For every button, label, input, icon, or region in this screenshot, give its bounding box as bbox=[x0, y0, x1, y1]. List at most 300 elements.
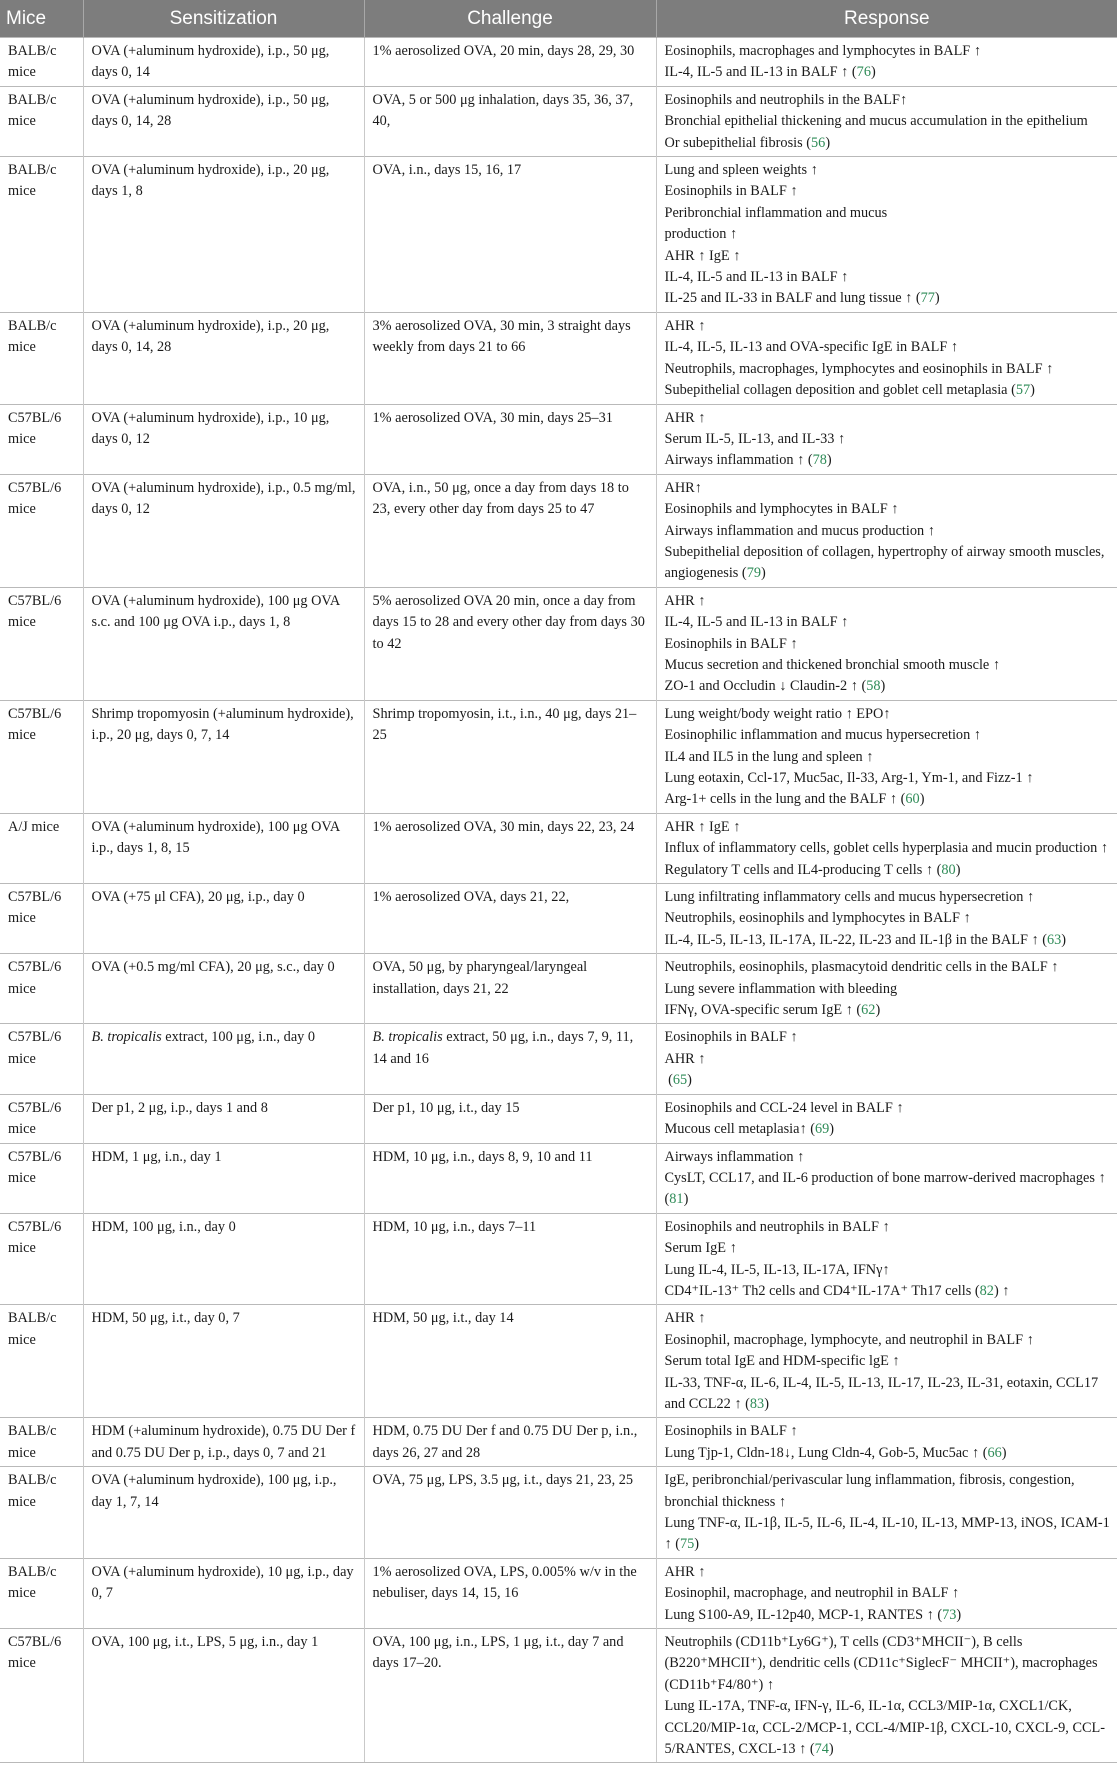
response-line bbox=[665, 90, 1112, 111]
response-text: ZO-1 and Occludin ↓ Claudin-2 ↑ ( bbox=[664, 678, 867, 695]
cell-challenge bbox=[364, 1418, 656, 1467]
header-challenge: Challenge bbox=[364, 0, 656, 38]
cell-response bbox=[656, 813, 1117, 883]
challenge-text: B. tropicalis extract, 50 μg, i.n., days 7, 9, 11, 14 and 16 bbox=[372, 1029, 634, 1067]
cell-mice bbox=[0, 1629, 83, 1763]
challenge-text: OVA, 5 or 500 μg inhalation, days 35, 36, 37, 40, bbox=[372, 91, 634, 130]
response-text-tail: ) bbox=[829, 1121, 835, 1138]
cell-sensitization bbox=[83, 1143, 364, 1213]
response-text: AHR ↑ bbox=[664, 409, 706, 426]
cell-sensitization bbox=[83, 1024, 364, 1094]
mice-strain-text: BALB/c bbox=[8, 1563, 57, 1580]
citation-link[interactable]: 80 bbox=[941, 861, 956, 878]
header-row bbox=[0, 0, 1117, 38]
cell-sensitization bbox=[83, 954, 364, 1024]
cell-challenge bbox=[364, 474, 656, 587]
cell-response bbox=[656, 1143, 1117, 1213]
response-text-tail: ) ↑ bbox=[993, 1282, 1010, 1299]
response-text: Lung S100-A9, IL-12p40, MCP-1, RANTES ↑ ( bbox=[664, 1606, 943, 1623]
response-line bbox=[665, 1373, 1112, 1416]
response-line bbox=[665, 1632, 1112, 1696]
cell-mice bbox=[0, 1558, 83, 1628]
response-line bbox=[665, 908, 1112, 929]
table-row bbox=[0, 474, 1117, 587]
cell-sensitization bbox=[83, 312, 364, 404]
challenge-text: 1% aerosolized OVA, LPS, 0.005% w/v in the nebuliser, days 14, 15, 16 bbox=[372, 1563, 637, 1602]
response-text: Eosinophil, macrophage, and neutrophil in BALF ↑ bbox=[664, 1585, 960, 1602]
cell-challenge bbox=[364, 86, 656, 156]
mice-strain-text: C57BL/6 bbox=[8, 1148, 62, 1165]
response-line bbox=[665, 1308, 1112, 1329]
response-line bbox=[665, 1000, 1112, 1021]
mice-strain-text: mice bbox=[8, 1050, 36, 1067]
cell-challenge bbox=[364, 312, 656, 404]
mice-strain-text: BALB/c bbox=[8, 1423, 57, 1440]
cell-mice bbox=[0, 1467, 83, 1559]
response-text: IgE, peribronchial/perivascular lung inflammation, fibrosis, congestion, bronchial thickness ↑ bbox=[664, 1472, 1079, 1510]
response-line bbox=[665, 1049, 1112, 1070]
cell-response bbox=[656, 1418, 1117, 1467]
response-text: IL4 and IL5 in the lung and spleen ↑ bbox=[664, 748, 874, 765]
citation-link[interactable]: 56 bbox=[811, 134, 826, 151]
cell-sensitization bbox=[83, 86, 364, 156]
cell-sensitization bbox=[83, 157, 364, 313]
challenge-text: 3% aerosolized OVA, 30 min, 3 straight days weekly from days 21 to 66 bbox=[372, 317, 631, 356]
mice-strain-text: BALB/c bbox=[8, 162, 57, 179]
citation-link[interactable]: 78 bbox=[812, 452, 827, 469]
mice-strain-text: A/J mice bbox=[8, 818, 60, 835]
mice-strain-text: mice bbox=[8, 183, 36, 200]
cell-mice bbox=[0, 1024, 83, 1094]
response-line bbox=[665, 1583, 1112, 1604]
citation-link[interactable]: 69 bbox=[814, 1121, 830, 1138]
response-text: Bronchial epithelial thickening and mucus accumulation in the epithelium bbox=[664, 113, 1088, 130]
response-text: Lung Tjp-1, Cldn-18↓, Lung Cldn-4, Gob-5, Muc5ac ↑ ( bbox=[664, 1444, 988, 1461]
challenge-text: HDM, 0.75 DU Der f and 0.75 DU Der p, i.n., days 26, 27 and 28 bbox=[372, 1423, 638, 1461]
table-row bbox=[0, 157, 1117, 313]
cell-response bbox=[656, 700, 1117, 813]
response-line bbox=[665, 1027, 1112, 1048]
response-line bbox=[665, 1119, 1112, 1140]
mice-strain-text: BALB/c bbox=[8, 43, 57, 59]
cell-mice bbox=[0, 1094, 83, 1143]
mice-strain-text: mice bbox=[8, 1240, 36, 1257]
cell-challenge bbox=[364, 587, 656, 700]
response-line bbox=[665, 1168, 1112, 1211]
citation-link[interactable]: 62 bbox=[861, 1002, 876, 1019]
table-row bbox=[0, 86, 1117, 156]
table-body bbox=[0, 38, 1117, 1763]
challenge-text: OVA, i.n., days 15, 16, 17 bbox=[372, 162, 522, 179]
challenge-text: 1% aerosolized OVA, 30 min, days 25–31 bbox=[372, 409, 613, 426]
mice-strain-text: mice bbox=[8, 910, 36, 927]
response-line bbox=[665, 1562, 1112, 1583]
mice-strain-text: C57BL/6 bbox=[8, 479, 62, 496]
sensitization-text: OVA (+aluminum hydroxide), 10 μg, i.p., day 0, 7 bbox=[91, 1563, 354, 1602]
response-line bbox=[665, 1330, 1112, 1351]
mice-strain-text: C57BL/6 bbox=[8, 1218, 62, 1235]
mice-strain-text: BALB/c bbox=[8, 91, 57, 108]
cell-sensitization bbox=[83, 1418, 364, 1467]
citation-link[interactable]: 79 bbox=[746, 565, 761, 582]
citation-link[interactable]: 76 bbox=[856, 64, 871, 81]
response-text: Airways inflammation and mucus production ↑ bbox=[664, 522, 935, 539]
challenge-text: 1% aerosolized OVA, 30 min, days 22, 23, 24 bbox=[372, 818, 635, 835]
citation-link[interactable]: 83 bbox=[749, 1395, 765, 1412]
mice-strain-text: mice bbox=[8, 113, 36, 130]
response-text: IL-33, TNF-α, IL-6, IL-4, IL-5, IL-13, IL-17, IL-23, IL-31, eotaxin, CCL17 and CCL22 ↑ ( bbox=[664, 1374, 1102, 1412]
response-text: Mucus secretion and thickened bronchial smooth muscle ↑ bbox=[664, 656, 1000, 673]
mice-strain-text: mice bbox=[8, 1121, 36, 1138]
response-line bbox=[665, 1421, 1112, 1442]
response-text: Neutrophils, eosinophils, plasmacytoid dendritic cells in the BALF ↑ bbox=[664, 959, 1059, 976]
mice-strain-text: BALB/c bbox=[8, 1310, 57, 1327]
citation-link[interactable]: 66 bbox=[987, 1444, 1002, 1461]
sensitization-text: OVA (+aluminum hydroxide), 100 μg OVA i.p., days 1, 8, 15 bbox=[91, 818, 340, 857]
cell-mice bbox=[0, 884, 83, 954]
cell-mice bbox=[0, 86, 83, 156]
sensitization-text: OVA (+0.5 mg/ml CFA), 20 μg, s.c., day 0 bbox=[91, 959, 335, 976]
response-text: IL-4, IL-5, IL-13 and OVA-specific IgE in BALF ↑ bbox=[664, 339, 959, 356]
response-text: Eosinophil, macrophage, lymphocyte, and neutrophil in BALF ↑ bbox=[664, 1331, 1034, 1348]
response-text-tail: ) bbox=[694, 1536, 700, 1553]
response-text: Lung TNF-α, IL-1β, IL-5, IL-6, IL-4, IL-10, IL-13, MMP-13, iNOS, ICAM-1 ↑ ( bbox=[664, 1515, 1114, 1553]
response-text-tail: ) bbox=[683, 1191, 689, 1208]
citation-link[interactable]: 60 bbox=[905, 791, 920, 808]
cell-challenge bbox=[364, 1467, 656, 1559]
response-line bbox=[665, 612, 1112, 633]
table-row bbox=[0, 813, 1117, 883]
response-line bbox=[665, 1217, 1112, 1238]
response-text: Eosinophils and neutrophils in BALF ↑ bbox=[664, 1218, 890, 1235]
response-line bbox=[665, 747, 1112, 768]
cell-mice bbox=[0, 404, 83, 474]
response-line bbox=[665, 111, 1112, 132]
mice-strain-text: mice bbox=[8, 501, 36, 518]
response-text-tail: ) bbox=[1030, 382, 1035, 399]
response-line bbox=[665, 160, 1112, 181]
response-text: IFNγ, OVA-specific serum IgE ↑ ( bbox=[664, 1002, 862, 1019]
response-line bbox=[665, 408, 1112, 429]
citation-link[interactable]: 74 bbox=[814, 1741, 829, 1758]
cell-mice bbox=[0, 312, 83, 404]
response-line bbox=[665, 704, 1112, 725]
citation-link[interactable]: 58 bbox=[866, 678, 881, 695]
response-text-tail: ) bbox=[1061, 931, 1067, 948]
sensitization-text: B. tropicalis extract, 100 μg, i.n., day 0 bbox=[91, 1029, 316, 1046]
response-line bbox=[665, 634, 1112, 655]
table-row bbox=[0, 1418, 1117, 1467]
sensitization-text: OVA (+aluminum hydroxide), i.p., 50 μg, days 0, 14 bbox=[91, 43, 330, 81]
challenge-text: Der p1, 10 μg, i.t., day 15 bbox=[372, 1099, 520, 1116]
mice-strain-text: mice bbox=[8, 727, 36, 744]
cell-challenge bbox=[364, 1305, 656, 1418]
cell-sensitization bbox=[83, 38, 364, 87]
mice-strain-text: C57BL/6 bbox=[8, 889, 62, 906]
cell-response bbox=[656, 404, 1117, 474]
mice-strain-text: mice bbox=[8, 1444, 36, 1461]
response-text-tail: ) bbox=[825, 134, 831, 151]
response-text: Eosinophils and CCL-24 level in BALF ↑ bbox=[664, 1099, 904, 1116]
mice-strain-text: C57BL/6 bbox=[8, 705, 62, 722]
mice-strain-text: mice bbox=[8, 1493, 36, 1510]
cell-response bbox=[656, 1629, 1117, 1763]
response-line bbox=[665, 1696, 1112, 1760]
response-text: production ↑ bbox=[664, 226, 738, 243]
response-text: Subepithelial deposition of collagen, hypertrophy of airway smooth muscles, angiogenesis ( bbox=[664, 543, 1109, 582]
response-text-tail: ) bbox=[934, 290, 940, 307]
header-sensitization: Sensitization bbox=[83, 0, 364, 38]
mice-strain-text: mice bbox=[8, 1331, 36, 1348]
challenge-text: HDM, 10 μg, i.n., days 8, 9, 10 and 11 bbox=[372, 1148, 593, 1165]
response-text: Eosinophils, macrophages and lymphocytes in BALF ↑ bbox=[664, 43, 981, 59]
cell-challenge bbox=[364, 1558, 656, 1628]
header-response: Response bbox=[656, 0, 1117, 38]
response-text-tail: ) bbox=[760, 565, 766, 582]
response-text: AHR ↑ bbox=[664, 317, 706, 334]
mice-strain-text: C57BL/6 bbox=[8, 592, 62, 609]
response-line bbox=[665, 499, 1112, 520]
cell-response bbox=[656, 954, 1117, 1024]
response-line bbox=[665, 1070, 1112, 1091]
table-row bbox=[0, 1629, 1117, 1763]
mice-strain-text: mice bbox=[8, 1655, 36, 1672]
table-row bbox=[0, 1143, 1117, 1213]
response-text: Airways inflammation ↑ ( bbox=[664, 452, 813, 469]
challenge-text: OVA, 50 μg, by pharyngeal/laryngeal installation, days 21, 22 bbox=[372, 959, 588, 997]
response-text-tail: ) bbox=[1001, 1444, 1007, 1461]
response-text: IL-4, IL-5 and IL-13 in BALF ↑ bbox=[664, 614, 849, 631]
mice-strain-text: mice bbox=[8, 339, 36, 356]
response-line bbox=[665, 1260, 1112, 1281]
cell-response bbox=[656, 1558, 1117, 1628]
citation-link[interactable]: 73 bbox=[942, 1606, 957, 1623]
response-line bbox=[665, 930, 1112, 951]
cell-mice bbox=[0, 474, 83, 587]
response-text: Serum total IgE and HDM-specific lgE ↑ bbox=[664, 1353, 900, 1370]
cell-challenge bbox=[364, 813, 656, 883]
mice-strain-text: mice bbox=[8, 1585, 36, 1602]
response-text: IL-4, IL-5, IL-13, IL-17A, IL-22, IL-23 and IL-1β in the BALF ↑ ( bbox=[664, 931, 1047, 948]
response-text-tail: ) bbox=[687, 1072, 692, 1089]
response-line bbox=[665, 860, 1112, 881]
response-text: Eosinophils in BALF ↑ bbox=[664, 183, 798, 200]
table-row bbox=[0, 1024, 1117, 1094]
citation-link[interactable]: 65 bbox=[672, 1072, 688, 1089]
response-text-tail: ) bbox=[919, 791, 925, 808]
response-line bbox=[665, 246, 1112, 267]
response-text: Influx of inflammatory cells, goblet cells hyperplasia and mucin production ↑ bbox=[664, 840, 1108, 857]
challenge-text: 1% aerosolized OVA, 20 min, days 28, 29, 30 bbox=[372, 43, 635, 59]
cell-challenge bbox=[364, 884, 656, 954]
response-text: Airways inflammation ↑ bbox=[664, 1148, 805, 1165]
challenge-text: OVA, i.n., 50 μg, once a day from days 18 to 23, every other day from days 25 to 47 bbox=[372, 479, 629, 518]
cell-mice bbox=[0, 1418, 83, 1467]
response-text: Serum IL-5, IL-13, and IL-33 ↑ bbox=[664, 430, 846, 447]
mice-strain-text: C57BL/6 bbox=[8, 1634, 62, 1651]
response-text: AHR ↑ bbox=[664, 1563, 706, 1580]
cell-sensitization bbox=[83, 813, 364, 883]
response-text: Arg-1+ cells in the lung and the BALF ↑ ( bbox=[664, 791, 906, 808]
citation-link[interactable]: 75 bbox=[679, 1536, 695, 1553]
response-line bbox=[665, 478, 1112, 499]
citation-link[interactable]: 82 bbox=[979, 1282, 994, 1299]
challenge-text: HDM, 10 μg, i.n., days 7–11 bbox=[372, 1218, 537, 1235]
table-row bbox=[0, 1094, 1117, 1143]
species-name: B. tropicalis bbox=[91, 1029, 162, 1046]
response-line bbox=[665, 1605, 1112, 1626]
citation-link[interactable]: 57 bbox=[1015, 382, 1031, 399]
table-row bbox=[0, 38, 1117, 87]
response-line bbox=[665, 337, 1112, 358]
cell-challenge bbox=[364, 404, 656, 474]
cell-response bbox=[656, 1467, 1117, 1559]
response-line bbox=[665, 1513, 1112, 1556]
cell-sensitization bbox=[83, 1467, 364, 1559]
response-line bbox=[665, 1443, 1112, 1464]
sensitization-text: OVA (+75 μl CFA), 20 μg, i.p., day 0 bbox=[91, 889, 305, 906]
response-text: IL-25 and IL-33 in BALF and lung tissue ↑ ( bbox=[664, 290, 921, 307]
response-text: Peribronchial inflammation and mucus bbox=[664, 204, 888, 221]
challenge-text: HDM, 50 μg, i.t., day 14 bbox=[372, 1310, 514, 1327]
citation-link[interactable]: 77 bbox=[920, 290, 935, 307]
challenge-text: 1% aerosolized OVA, days 21, 22, bbox=[372, 889, 570, 906]
cell-challenge bbox=[364, 700, 656, 813]
response-text: Serum IgE ↑ bbox=[664, 1240, 737, 1257]
cell-response bbox=[656, 1094, 1117, 1143]
challenge-text: Shrimp tropomyosin, i.t., i.n., 40 μg, days 21–25 bbox=[372, 705, 637, 744]
cell-response bbox=[656, 587, 1117, 700]
species-name: B. tropicalis bbox=[372, 1029, 443, 1046]
response-text-tail: ) bbox=[875, 1002, 881, 1019]
cell-sensitization bbox=[83, 1094, 364, 1143]
cell-challenge bbox=[364, 1143, 656, 1213]
table-row bbox=[0, 312, 1117, 404]
citation-link[interactable]: 63 bbox=[1046, 931, 1062, 948]
cell-response bbox=[656, 1305, 1117, 1418]
response-line bbox=[665, 655, 1112, 676]
response-text: Lung eotaxin, Ccl-17, Muc5ac, Il-33, Arg-1, Ym-1, and Fizz-1 ↑ bbox=[664, 770, 1034, 786]
challenge-text: OVA, 100 μg, i.n., LPS, 1 μg, i.t., day 7 and days 17–20. bbox=[372, 1634, 624, 1672]
response-line bbox=[665, 768, 1112, 789]
mice-strain-text: BALB/c bbox=[8, 317, 57, 334]
sensitization-text: OVA (+aluminum hydroxide), i.p., 20 μg, days 1, 8 bbox=[91, 162, 330, 200]
sensitization-text: HDM, 100 μg, i.n., day 0 bbox=[91, 1218, 236, 1235]
mice-strain-text: C57BL/6 bbox=[8, 1029, 62, 1046]
table-row bbox=[0, 954, 1117, 1024]
response-text: AHR ↑ bbox=[664, 1310, 706, 1327]
cell-sensitization bbox=[83, 1558, 364, 1628]
cell-sensitization bbox=[83, 1213, 364, 1305]
response-text: AHR↑ bbox=[664, 479, 702, 496]
response-line bbox=[665, 725, 1112, 746]
mice-strain-text: mice bbox=[8, 980, 36, 997]
cell-challenge bbox=[364, 1024, 656, 1094]
cell-mice bbox=[0, 700, 83, 813]
mice-strain-text: C57BL/6 bbox=[8, 1099, 62, 1116]
response-line bbox=[665, 1098, 1112, 1119]
response-line bbox=[665, 979, 1112, 1000]
response-text: CD4⁺IL-13⁺ Th2 cells and CD4⁺IL-17A⁺ Th17 cells ( bbox=[664, 1282, 980, 1299]
sensitization-text: HDM (+aluminum hydroxide), 0.75 DU Der f and 0.75 DU Der p, i.p., days 0, 7 and 21 bbox=[91, 1423, 356, 1461]
cell-challenge bbox=[364, 954, 656, 1024]
response-text-tail: ) bbox=[764, 1395, 769, 1412]
response-text: Subepithelial collagen deposition and goblet cell metaplasia ( bbox=[664, 382, 1016, 399]
sensitization-text: OVA (+aluminum hydroxide), 100 μg OVA s.c. and 100 μg OVA i.p., days 1, 8 bbox=[91, 592, 340, 631]
response-line bbox=[665, 203, 1112, 224]
response-text: ( bbox=[664, 1072, 673, 1089]
response-text: AHR ↑ bbox=[664, 1050, 706, 1067]
header-mice: Mice bbox=[0, 0, 83, 38]
cell-mice bbox=[0, 157, 83, 313]
mice-strain-text: C57BL/6 bbox=[8, 409, 62, 426]
response-line bbox=[665, 450, 1112, 471]
response-text: Lung IL-17A, TNF-α, IFN-γ, IL-6, IL-1α, CCL3/MIP-1α, CXCL1/CK, CCL20/MIP-1α, CCL-2/MCP-1, CCL-4/MIP-1β, CXCL-10, CXCL-9, CCL-5/RANTES, CXCL-13 ↑ ( bbox=[664, 1698, 1106, 1758]
citation-link[interactable]: 81 bbox=[669, 1191, 684, 1208]
response-text-tail: ) bbox=[956, 1606, 962, 1623]
mice-strain-text: mice bbox=[8, 430, 36, 447]
response-line bbox=[665, 838, 1112, 859]
sensitization-text: Der p1, 2 μg, i.p., days 1 and 8 bbox=[91, 1099, 268, 1116]
sensitization-text: OVA (+aluminum hydroxide), i.p., 20 μg, days 0, 14, 28 bbox=[91, 317, 330, 356]
sensitization-text: OVA (+aluminum hydroxide), i.p., 10 μg, days 0, 12 bbox=[91, 409, 330, 447]
response-line bbox=[665, 591, 1112, 612]
cell-sensitization bbox=[83, 474, 364, 587]
cell-response bbox=[656, 474, 1117, 587]
cell-sensitization bbox=[83, 884, 364, 954]
response-line bbox=[665, 1238, 1112, 1259]
response-line bbox=[665, 133, 1112, 154]
response-text-tail: ) bbox=[955, 861, 961, 878]
response-text: Mucous cell metaplasia↑ ( bbox=[664, 1121, 815, 1138]
response-line bbox=[665, 380, 1112, 401]
response-text: AHR ↑ IgE ↑ bbox=[664, 818, 741, 835]
response-text: Eosinophilic inflammation and mucus hypersecretion ↑ bbox=[664, 727, 981, 744]
challenge-text: OVA, 75 μg, LPS, 3.5 μg, i.t., days 21, 23, 25 bbox=[372, 1472, 634, 1489]
response-text-tail: ) bbox=[870, 64, 876, 81]
table-row bbox=[0, 1558, 1117, 1628]
response-text: Lung IL-4, IL-5, IL-13, IL-17A, IFNγ↑ bbox=[664, 1261, 890, 1278]
cell-sensitization bbox=[83, 404, 364, 474]
cell-mice bbox=[0, 954, 83, 1024]
mice-strain-text: mice bbox=[8, 64, 36, 81]
response-line bbox=[665, 316, 1112, 337]
table-row bbox=[0, 884, 1117, 954]
response-line bbox=[665, 62, 1112, 83]
response-text-tail: ) bbox=[880, 678, 886, 695]
response-text: AHR ↑ bbox=[664, 592, 706, 609]
response-line bbox=[665, 41, 1112, 62]
cell-response bbox=[656, 884, 1117, 954]
response-line bbox=[665, 817, 1112, 838]
table-row bbox=[0, 1305, 1117, 1418]
sensitization-text: OVA (+aluminum hydroxide), i.p., 50 μg, days 0, 14, 28 bbox=[91, 91, 330, 130]
cell-response bbox=[656, 38, 1117, 87]
table-row bbox=[0, 587, 1117, 700]
response-line bbox=[665, 267, 1112, 288]
response-text: Lung infiltrating inflammatory cells and mucus hypersecretion ↑ bbox=[664, 889, 1035, 906]
sensitization-text: HDM, 1 μg, i.n., day 1 bbox=[91, 1148, 222, 1165]
cell-response bbox=[656, 1213, 1117, 1305]
cell-response bbox=[656, 86, 1117, 156]
table-row bbox=[0, 1467, 1117, 1559]
cell-response bbox=[656, 157, 1117, 313]
response-line bbox=[665, 1470, 1112, 1513]
response-line bbox=[665, 429, 1112, 450]
cell-mice bbox=[0, 1305, 83, 1418]
response-text: Regulatory T cells and IL4-producing T cells ↑ ( bbox=[664, 861, 942, 878]
sensitization-text: OVA (+aluminum hydroxide), i.p., 0.5 mg/ml, days 0, 12 bbox=[91, 479, 356, 518]
